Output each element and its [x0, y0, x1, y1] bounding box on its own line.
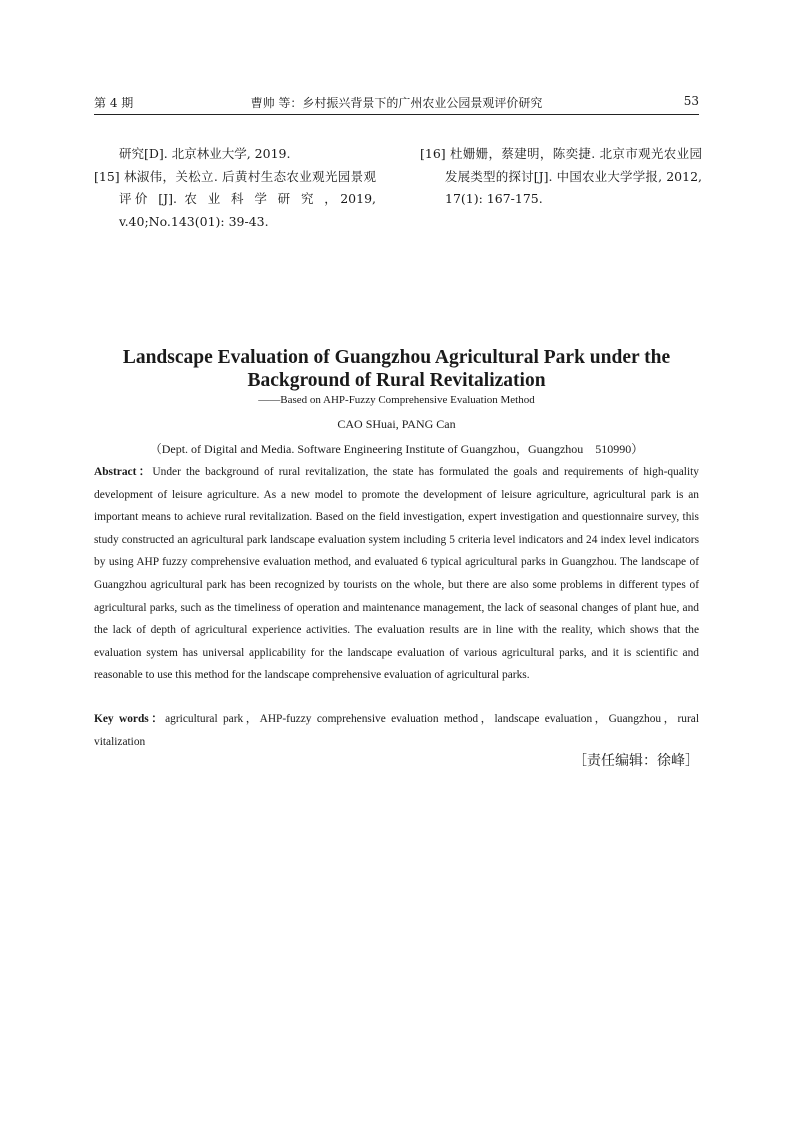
references-left-column — [94, 143, 376, 233]
keywords-text: agricultural park，AHP-fuzzy comprehensive evaluation method，landscape evaluation，Guangzhou，rural vitalization — [94, 713, 699, 748]
abstract-label: Abstract： — [94, 466, 153, 478]
article-subtitle: ——Based on AHP-Fuzzy Comprehensive Evaluation Method — [258, 394, 535, 406]
issue-number: 第 4 期 — [94, 96, 134, 110]
running-title: 曹帅 等：乡村振兴背景下的广州农业公园景观评价研究 — [250, 96, 543, 110]
abstract-text: Under the background of rural revitalization, the state has formulated the goals and requirements of high-quality development of leisure agriculture. As a new model to promote the development of leisure agriculture, agricultural park is an important means to achieve rural revitalization. Based on the field investigation, expert investigation and questionnaire survey, this study constructed an agricultural park landscape evaluation system including 5 criteria level indicators and 24 index level indicators by using AHP fuzzy comprehensive evaluation method, and evaluated 6 typical agricultural parks in Guangzhou. The landscape of Guangzhou agricultural park has been recognized by tourists on the whole, but there are also some problems in different types of agricultural parks, such as the timeliness of operation and maintenance management, the lack of seasonal changes of plant hue, and the lack of depth of agricultural experience activities. The evaluation results are in line with the reality, which shows that the evaluation system has universal applicability for the landscape evaluation of various agricultural parks, and it is scientific and reasonable to use this method for the landscape comprehensive evaluation of agricultural parks. — [94, 466, 699, 682]
article-title: Landscape Evaluation of Guangzhou Agricultural Park under the Background of Rural Revitalization — [122, 347, 671, 391]
keywords-paragraph — [94, 708, 699, 753]
author-names: CAO SHuai, PANG Can — [337, 417, 456, 431]
page-number: 53 — [683, 94, 699, 108]
author-affiliation: （Dept. of Digital and Media. Software Engineering Institute of Guangzhou，Guangzhou 510990） — [149, 442, 644, 456]
reference-continuation: 研究[D]. 北京林业大学, 2019. — [119, 146, 291, 161]
reference-item: [15] 林淑伟，关松立. 后黄村生态农业观光园景观评价 [J]. 农 业 科 学 研 究 ，2019, v.40;No.143(01): 39-43. — [94, 168, 376, 229]
abstract-paragraph — [94, 461, 699, 687]
reference-item: [16] 杜姗姗，蔡建明，陈奕捷. 北京市观光农业园发展类型的探讨[J]. 中国农业大学学报, 2012, 17(1): 167-175. — [420, 146, 702, 206]
page-header — [94, 92, 699, 115]
references-right-column — [420, 143, 702, 211]
keywords-label: Key words： — [94, 713, 166, 725]
responsible-editor: ［责任编辑：徐峰］ — [573, 753, 699, 769]
